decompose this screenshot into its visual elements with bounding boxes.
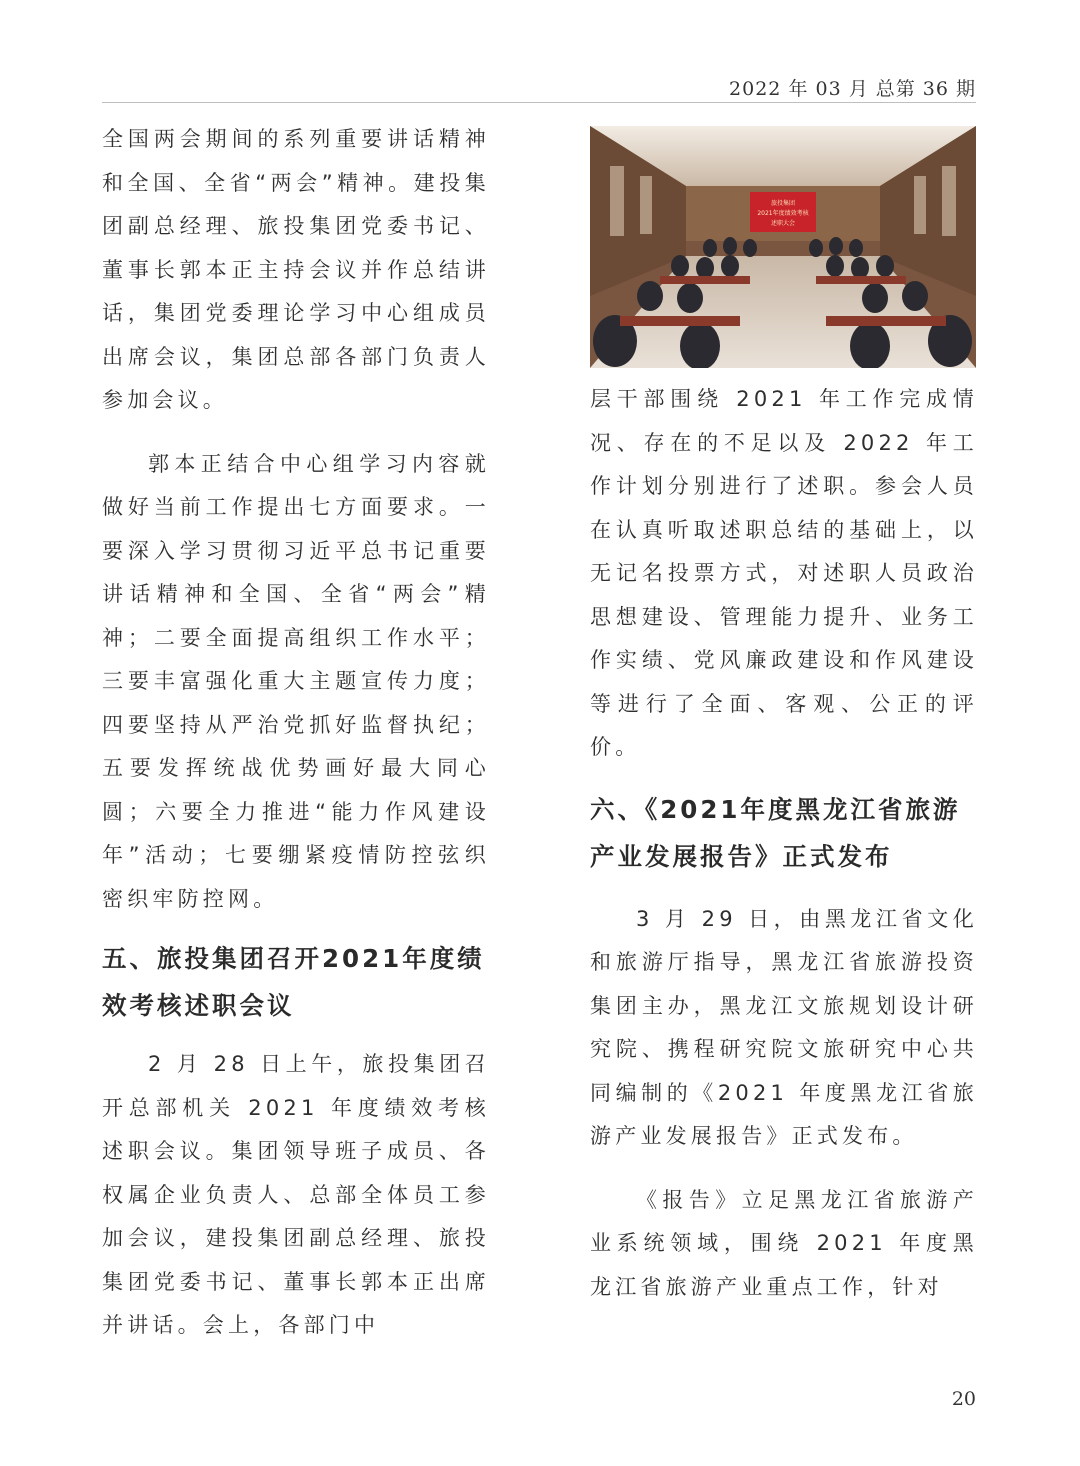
left-paragraph-3: 2 月 28 日上午，旅投集团召开总部机关 2021 年度绩效考核述职会议。集团领导班子成员、各权属企业负责人、总部全体员工参加会议，建投集团副总经理、旅投集团党委书记、董事长郭本正出席并讲话。会上，各部门中 bbox=[102, 1052, 490, 1337]
left-paragraph-2: 郭本正结合中心组学习内容就做好当前工作提出七方面要求。一要深入学习贯彻习近平总书记重要讲话精神和全国、全省“两会”精神；二要全面提高组织工作水平；三要丰富强化重大主题宣传力度；四要坚持从严治党抓好监督执纪；五要发挥统战优势画好最大同心圆；六要全力推进“能力作风建设年”活动；七要绷紧疫情防控弦织密织牢防控网。 bbox=[102, 451, 490, 911]
section-5-heading: 五、旅投集团召开2021年度绩效考核述职会议 bbox=[102, 944, 485, 1020]
right-paragraph-2: 3 月 29 日，由黑龙江省文化和旅游厅指导，黑龙江省旅游投资集团主办，黑龙江文旅规划设计研究院、携程研究院文旅研究中心共同编制的《2021 年度黑龙江省旅游产业发展报告》正式发布。 bbox=[590, 906, 978, 1148]
screen-title-line2: 2021年度绩效考核 bbox=[757, 210, 809, 217]
left-column bbox=[102, 118, 490, 1348]
left-paragraph-1: 全国两会期间的系列重要讲话精神和全国、全省“两会”精神。建投集团副总经理、旅投集团党委书记、董事长郭本正主持会议并作总结讲话，集团党委理论学习中心组成员出席会议，集团总部各部门负责人参加会议。 bbox=[102, 127, 490, 412]
section-6-heading: 六、《2021年度黑龙江省旅游产业发展报告》正式发布 bbox=[590, 794, 961, 871]
right-paragraph-1: 层干部围绕 2021 年工作完成情况、存在的不足以及 2022 年工作计划分别进行了述职。参会人员在认真听取述职总结的基础上，以无记名投票方式，对述职人员政治思想建设、管理能力提升、业务工作实绩、党风廉政建设和作风建设等进行了全面、客观、公正的评价。 bbox=[590, 387, 978, 759]
right-paragraph-3: 《报告》立足黑龙江省旅游产业系统领域，围绕 2021 年度黑龙江省旅游产业重点工作，针对 bbox=[590, 1187, 978, 1299]
screen-title-line1: 旅投集团 bbox=[770, 200, 796, 207]
issue-info: 2022 年 03 月 总第 36 期 bbox=[729, 78, 976, 100]
page-header bbox=[102, 70, 976, 103]
right-column bbox=[590, 126, 978, 1309]
meeting-photo bbox=[590, 126, 976, 368]
page-number: 20 bbox=[951, 1388, 976, 1410]
screen-title-line3: 述职大会 bbox=[770, 220, 796, 227]
